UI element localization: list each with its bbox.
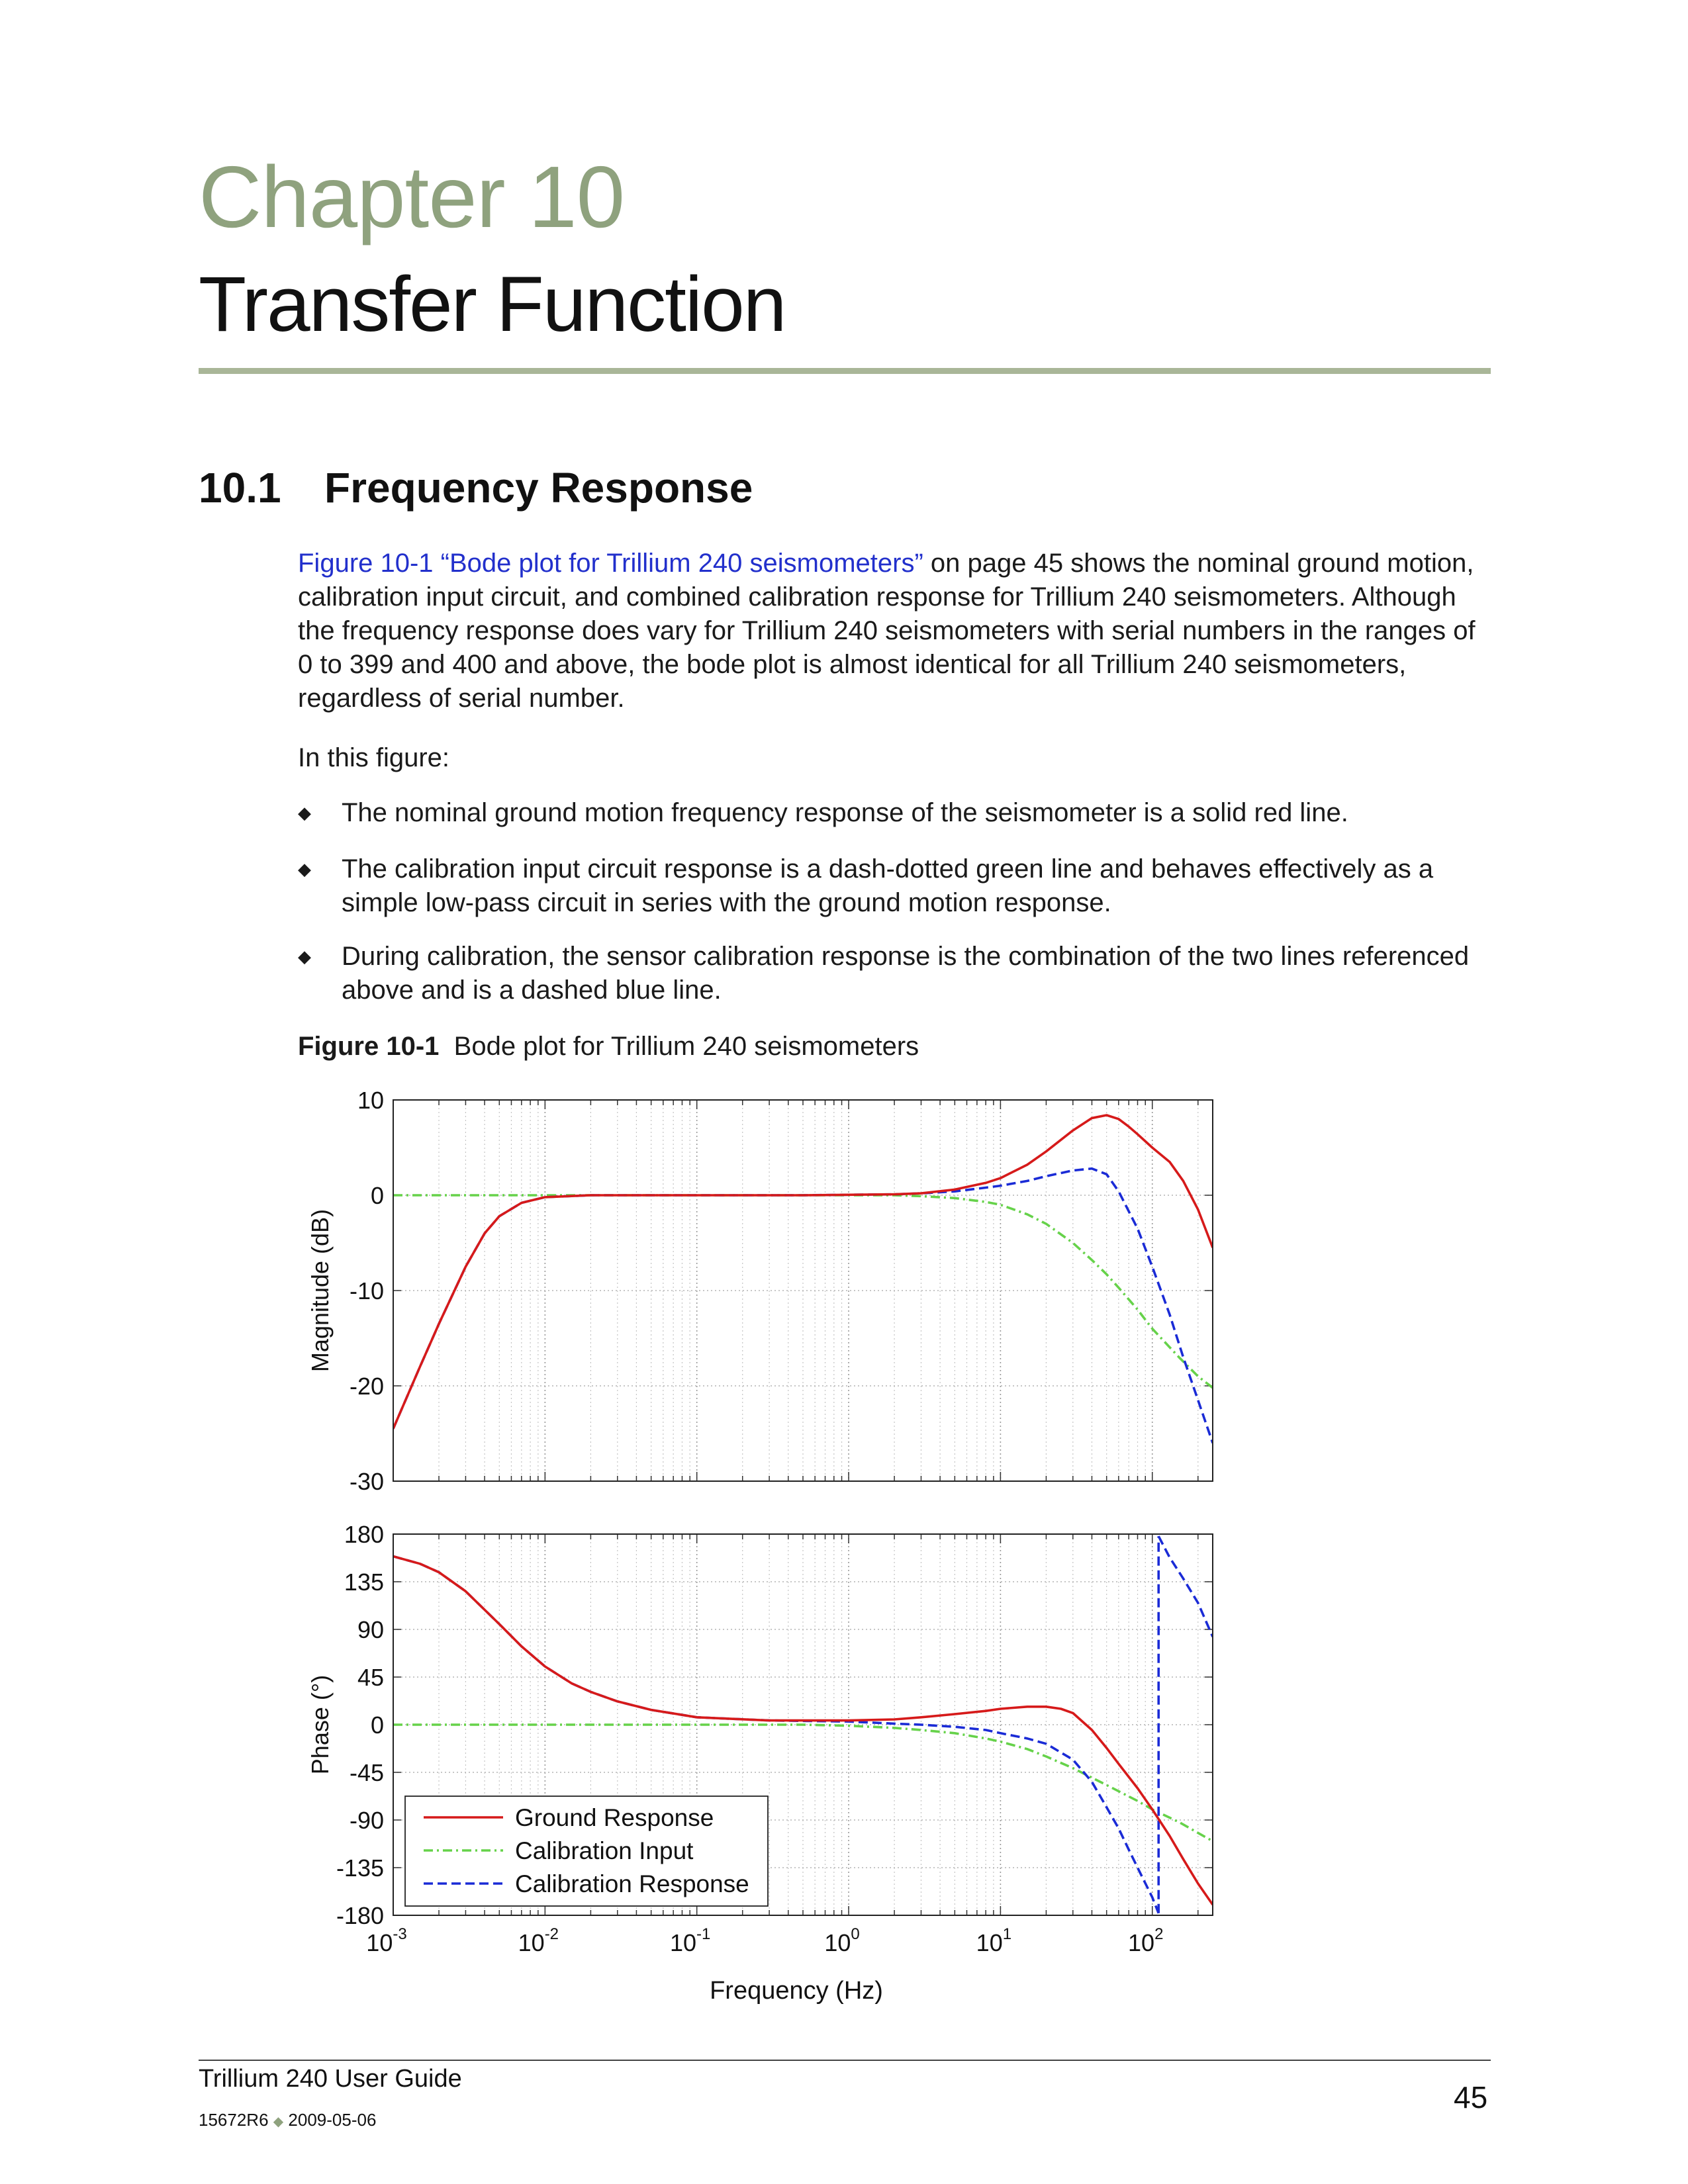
x-tick-label: $10^{-1}$	[669, 1925, 711, 1956]
footer-rule	[199, 2060, 1491, 2061]
legend-label: Ground Response	[515, 1804, 714, 1831]
chapter-title: Transfer Function	[199, 261, 786, 348]
x-tick-label: $10^2$	[1128, 1925, 1164, 1956]
y-tick-label: -10	[349, 1277, 384, 1304]
footer-guide: Trillium 240 User Guide	[199, 2065, 462, 2093]
footer-doc-info	[199, 2110, 376, 2130]
y-axis-label: Magnitude (dB)	[306, 1208, 334, 1373]
phase-panel	[306, 1521, 1213, 2005]
y-tick-label: -90	[349, 1807, 384, 1834]
x-tick-label: $10^{-3}$	[366, 1925, 407, 1956]
legend-label: Calibration Response	[515, 1870, 749, 1897]
footer-doc-number: 15672R6	[199, 2110, 269, 2130]
y-tick-label: 90	[357, 1616, 384, 1643]
y-tick-label: 180	[344, 1521, 384, 1548]
bullet-text: During calibration, the sensor calibration response is the combination of the two lines referenced above and is a dashed blue line.	[342, 942, 1470, 1005]
y-tick-label: -45	[349, 1759, 384, 1786]
legend	[405, 1796, 768, 1906]
y-tick-label: 10	[357, 1087, 384, 1114]
x-tick-label: $10^{-2}$	[518, 1925, 559, 1956]
bullet-diamond-icon: ◆	[298, 859, 311, 879]
y-tick-label: -180	[336, 1902, 384, 1929]
section-title: Frequency Response	[324, 464, 753, 512]
legend-label: Calibration Input	[515, 1837, 694, 1864]
in-this-figure-text: In this figure:	[298, 743, 450, 772]
y-tick-label: 0	[370, 1711, 384, 1739]
x-tick-label: $10^1$	[976, 1925, 1012, 1956]
intro-text: on page 45 shows the nominal ground motion, calibration input circuit, and combined calibration response for Trillium 240 seismometers. Although the frequency response does vary for Trillium 240 seismometers with serial numbers in the ranges of 0 to 399 and 400 and above, the bode plot is almost identical for all Trillium 240 seismometers, regardless of serial number.	[298, 549, 1476, 713]
bullet-text: The nominal ground motion frequency response of the seismometer is a solid red line.	[342, 798, 1348, 827]
y-tick-label: -30	[349, 1468, 384, 1495]
magnitude-panel	[306, 1087, 1213, 1495]
y-tick-label: 135	[344, 1569, 384, 1596]
y-tick-label: -20	[349, 1373, 384, 1400]
y-tick-label: -135	[336, 1854, 384, 1882]
y-axis-label: Phase (°)	[306, 1674, 334, 1775]
section-number: 10.1	[199, 464, 281, 512]
footer-separator-icon: ◆	[273, 2115, 284, 2129]
figure-label: Figure 10-1	[298, 1032, 440, 1061]
page-number: 45	[1454, 2080, 1488, 2115]
footer-date: 2009-05-06	[288, 2110, 377, 2130]
y-tick-label: 45	[357, 1664, 384, 1691]
x-axis-label: Frequency (Hz)	[710, 1977, 883, 2005]
figure-caption-text: Bode plot for Trillium 240 seismometers	[453, 1032, 919, 1061]
bullet-text: The calibration input circuit response is a dash-dotted green line and behaves effectively as a simple low-pass circuit in series with the ground motion response.	[342, 854, 1434, 917]
bullet-diamond-icon: ◆	[298, 803, 311, 823]
chapter-label: Chapter 10	[199, 148, 625, 246]
bullet-diamond-icon: ◆	[298, 946, 311, 966]
y-tick-label: 0	[370, 1182, 384, 1209]
figure-link[interactable]: Figure 10-1 “Bode plot for Trillium 240 seismometers”	[298, 549, 923, 578]
x-tick-label: $10^0$	[824, 1925, 860, 1956]
